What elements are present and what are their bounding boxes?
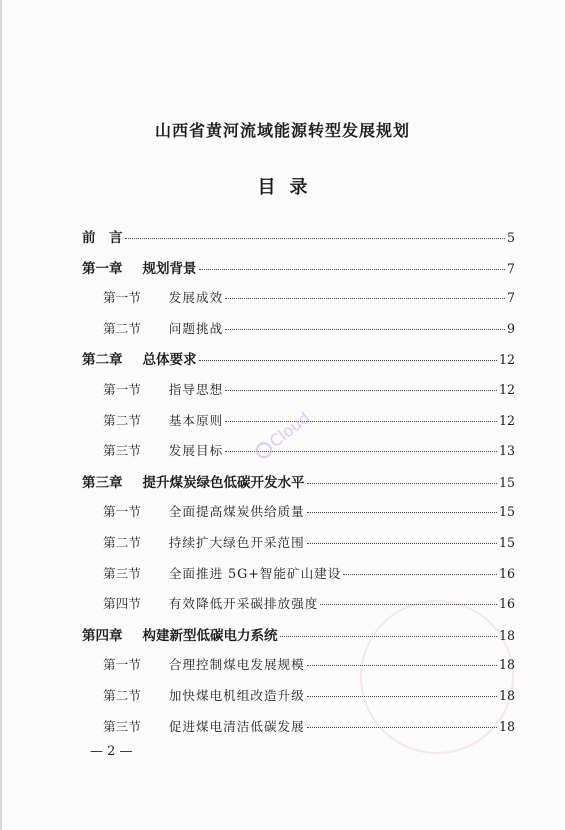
- toc-section-number: 第四节: [103, 596, 141, 612]
- toc-page-number: 16: [498, 596, 515, 612]
- toc-entry-chapter[interactable]: [82, 348, 515, 379]
- toc-page-number: 12: [498, 412, 515, 428]
- toc-entry-section[interactable]: [82, 563, 515, 594]
- toc-entry-chapter[interactable]: [82, 471, 515, 502]
- toc-page-number: 18: [498, 627, 515, 643]
- toc-entry-title: 发展目标: [168, 443, 224, 459]
- toc-page-number: 18: [498, 718, 515, 734]
- toc-entry-section[interactable]: [82, 287, 515, 318]
- toc-entry-title: 全面推进 5G+智能矿山建设: [168, 565, 342, 581]
- toc-entry-title: 基本原则: [168, 412, 224, 428]
- toc-leader: [225, 329, 505, 330]
- toc-page-number: 7: [506, 260, 515, 276]
- toc-leader: [307, 483, 497, 484]
- toc-chapter-number: 前 言: [82, 230, 123, 246]
- toc-entry-title: 指导思想: [168, 381, 224, 397]
- toc-page-number: 12: [498, 352, 515, 368]
- toc-section-number: 第三节: [103, 565, 141, 581]
- toc-entry-title: 促进煤电清洁低碳发展: [168, 718, 305, 734]
- toc-entry-title: 持续扩大绿色开采范围: [168, 534, 305, 550]
- toc-section-number: 第二节: [103, 412, 141, 428]
- toc-heading: 目录: [257, 177, 322, 198]
- toc-page-number: 5: [506, 230, 515, 245]
- toc-leader: [225, 390, 497, 391]
- toc-entry-title: 问题挑战: [168, 320, 224, 336]
- toc-entry-title: 构建新型低碳电力系统: [142, 627, 278, 644]
- toc-page-number: 13: [498, 443, 515, 459]
- toc-chapter-number: 第一章: [82, 260, 123, 277]
- toc-entry-title: 规划背景: [142, 260, 197, 277]
- toc-section-number: 第一节: [103, 381, 141, 397]
- toc-page-number: 15: [498, 534, 515, 550]
- toc-chapter-number: 第二章: [82, 352, 123, 369]
- toc-entry-title: 总体要求: [142, 352, 197, 369]
- toc-section-number: 第一节: [103, 290, 141, 306]
- toc-page-number: 7: [506, 290, 515, 306]
- toc-entry-section[interactable]: [82, 318, 515, 349]
- toc-chapter-number: 第三章: [82, 474, 123, 491]
- toc-page-number: 18: [498, 687, 515, 703]
- toc-leader: [199, 360, 497, 361]
- toc-entry-title: 提升煤炭绿色低碳开发水平: [142, 474, 305, 491]
- page-number: — 2 —: [90, 744, 133, 759]
- toc-section-number: 第三节: [103, 443, 141, 459]
- toc-entry-preface[interactable]: [82, 226, 515, 257]
- toc-section-number: 第二节: [103, 320, 141, 336]
- toc-entry-chapter[interactable]: [82, 257, 515, 288]
- watermark-text: Cloud: [265, 408, 314, 452]
- toc-entry-section[interactable]: [82, 501, 515, 532]
- cloud-watermark-icon: [240, 395, 330, 465]
- toc-leader: [307, 512, 497, 513]
- toc-page-number: 12: [498, 381, 515, 397]
- toc-page-number: 18: [498, 657, 515, 673]
- toc-leader: [225, 298, 505, 299]
- toc-entry-title: 全面提高煤炭供给质量: [168, 504, 305, 520]
- toc-entry-title: 合理控制煤电发展规模: [168, 657, 305, 673]
- toc-page-number: 15: [498, 474, 515, 490]
- toc-leader: [125, 238, 505, 239]
- toc-page-number: 9: [506, 320, 515, 336]
- toc-section-number: 第三节: [103, 718, 141, 734]
- toc-chapter-number: 第四章: [82, 627, 123, 644]
- faint-seal-stamp: [360, 600, 514, 754]
- toc-leader: [343, 574, 497, 575]
- toc-leader: [307, 543, 497, 544]
- toc-entry-title: 有效降低开采碳排放强度: [168, 596, 319, 612]
- toc-entry-title: 加快煤电机组改造升级: [168, 687, 305, 703]
- toc-entry-section[interactable]: [82, 532, 515, 563]
- toc-page-number: 15: [498, 504, 515, 520]
- toc-section-number: 第一节: [103, 657, 141, 673]
- toc-section-number: 第二节: [103, 687, 141, 703]
- document-title: 山西省黄河流域能源转型发展规划: [154, 121, 410, 140]
- toc-page-number: 16: [498, 565, 515, 581]
- toc-section-number: 第二节: [103, 534, 141, 550]
- toc-section-number: 第一节: [103, 504, 141, 520]
- toc-entry-title: 发展成效: [168, 290, 224, 306]
- toc-leader: [199, 269, 505, 270]
